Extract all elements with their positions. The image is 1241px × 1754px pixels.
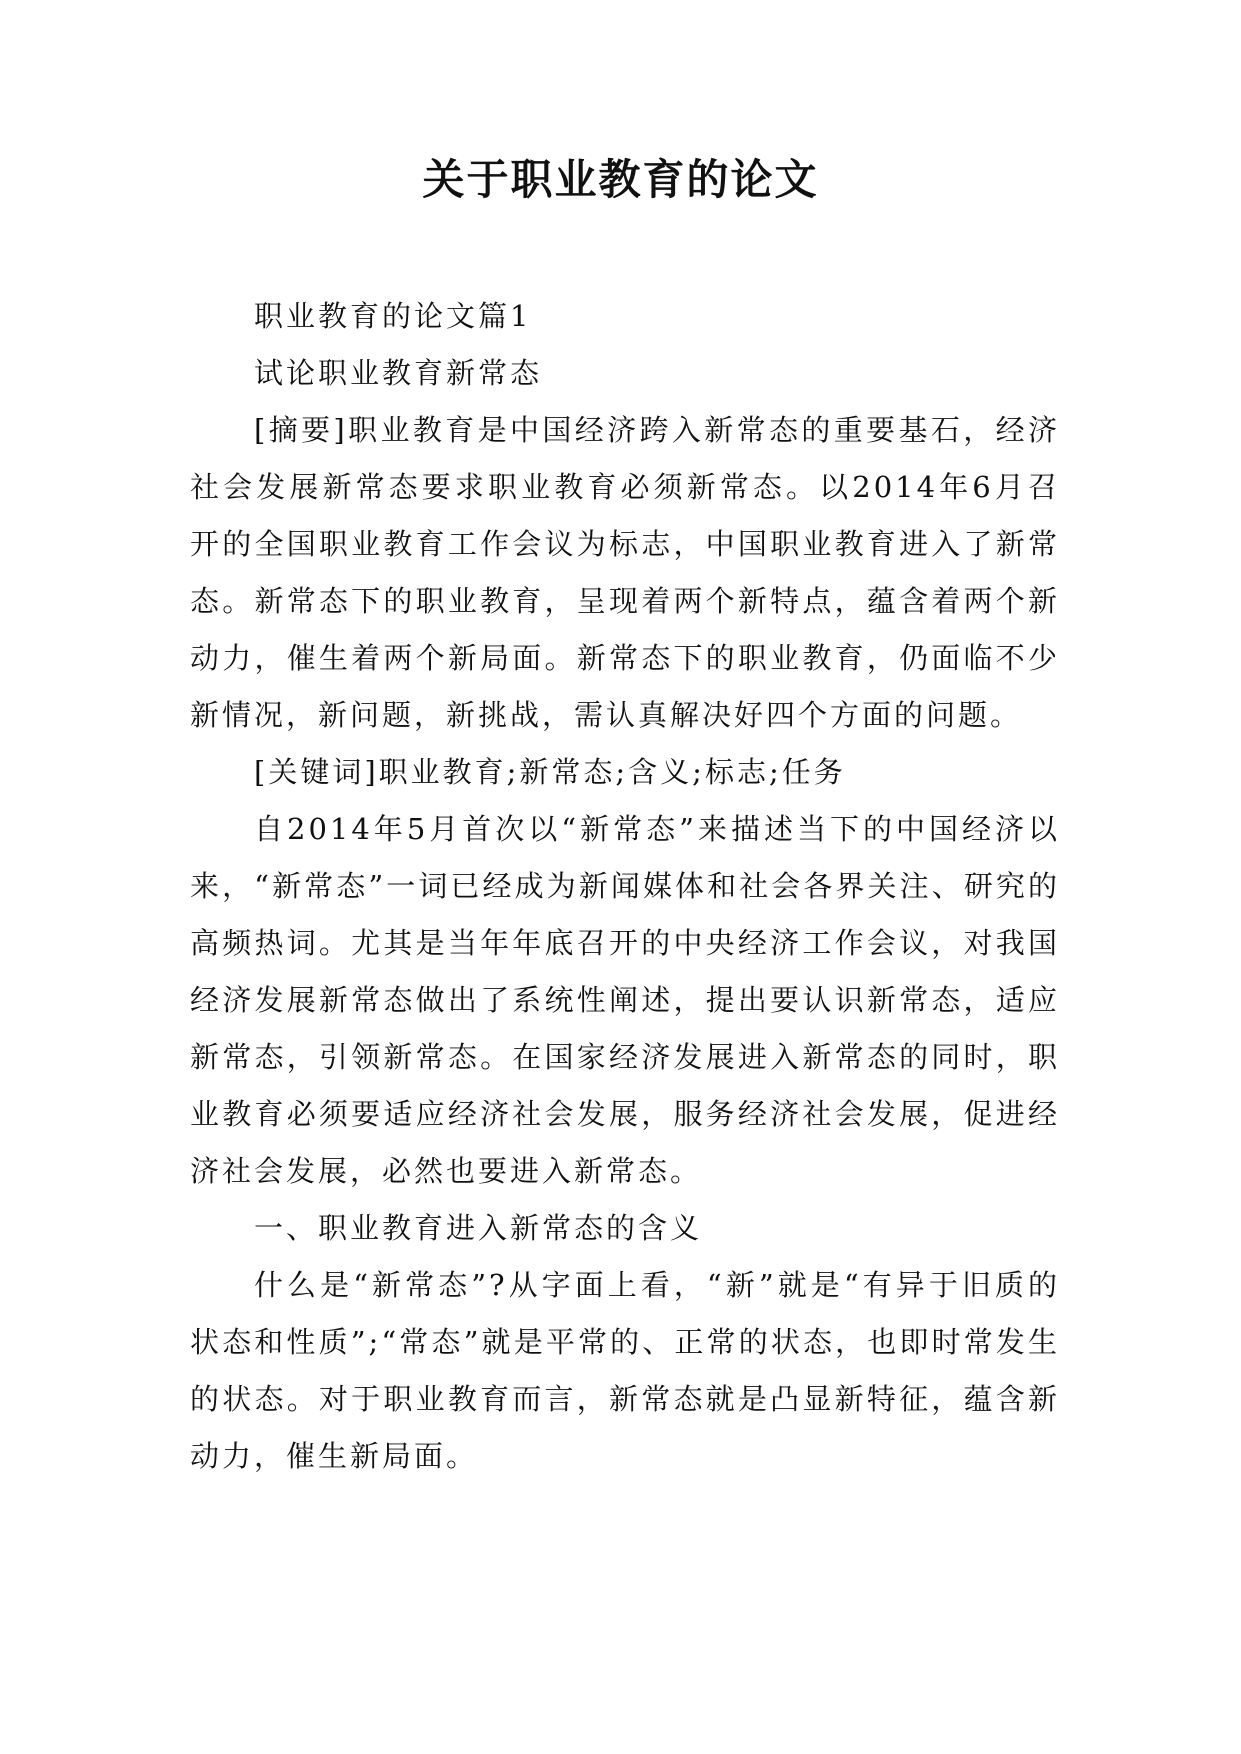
section-heading-1: 一、职业教育进入新常态的含义 <box>254 1211 703 1245</box>
definition-paragraph: 什么是“新常态”?从字面上看，“新”就是“有异于旧质的状态和性质”;“常态”就是平常的、正常的状态，也即时常发生的状态。对于职业教育而言，新常态就是凸显新特征，蕴含新动力，催生新局面。 <box>190 1268 1060 1473</box>
paper-title: 试论职业教育新常态 <box>254 356 543 390</box>
keywords-paragraph: [关键词]职业教育;新常态;含义;标志;任务 <box>254 755 846 789</box>
document-title: 关于职业教育的论文 <box>422 155 819 204</box>
abstract-paragraph: [摘要]职业教育是中国经济跨入新常态的重要基石，经济社会发展新常态要求职业教育必须新常态。以2014年6月召开的全国职业教育工作会议为标志，中国职业教育进入了新常态。新常态下的职业教育，呈现着两个新特点，蕴含着两个新动力，催生着两个新局面。新常态下的职业教育，仍面临不少新情况，新问题，新挑战，需认真解决好四个方面的问题。 <box>190 413 1060 732</box>
document-body <box>190 288 1060 1485</box>
intro-paragraph: 自2014年5月首次以“新常态”来描述当下的中国经济以来，“新常态”一词已经成为新闻媒体和社会各界关注、研究的高频热词。尤其是当年年底召开的中央经济工作会议，对我国经济发展新常态做出了系统性阐述，提出要认识新常态，适应新常态，引领新常态。在国家经济发展进入新常态的同时，职业教育必须要适应经济社会发展，服务经济社会发展，促进经济社会发展，必然也要进入新常态。 <box>190 812 1060 1188</box>
section-heading: 职业教育的论文篇1 <box>254 299 532 333</box>
